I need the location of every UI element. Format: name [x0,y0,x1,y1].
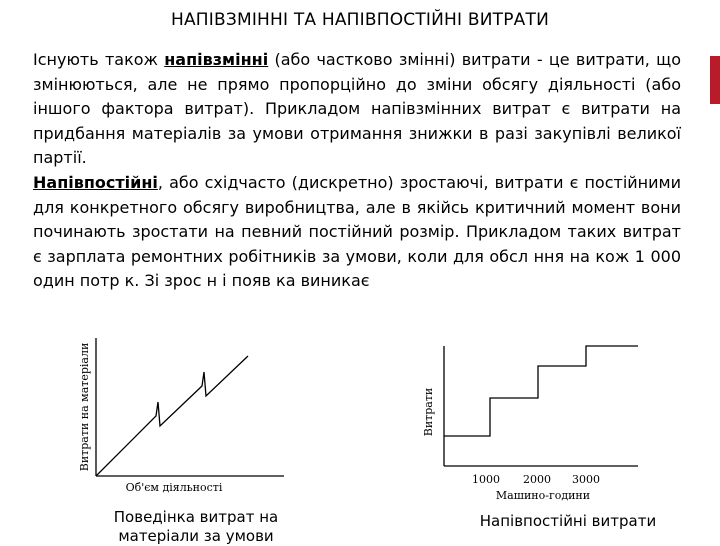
x-tick-3000: 3000 [572,473,600,486]
term-semifixed: Напівпостійні [33,172,158,192]
slide-title: НАПІВЗМІННІ ТА НАПІВПОСТІЙНІ ВИТРАТИ [170,10,550,30]
figure-material-costs [62,324,288,504]
left-x-axis-label: Об'єм діяльності [125,481,223,494]
semifixed-cost-steps [444,346,638,436]
figure-semifixed-costs [410,342,642,504]
material-cost-line [96,356,248,476]
body-text [33,48,681,294]
paragraph-semivariable [33,48,681,171]
right-x-axis-label: Машино-години [495,489,591,502]
paragraph-semifixed [33,171,681,294]
x-tick-2000: 2000 [523,473,551,486]
paragraph1-lead: Існують також [33,50,165,69]
slide-accent-bar [710,56,720,104]
caption-material-costs: Поведінка витрат на матеріали за умови [113,508,279,545]
caption-semifixed-costs: Напівпостійні витрати [479,512,657,530]
paragraph2-rest: , або східчасто (дискретно) зростаючі, витрати є постійними для конкретного обсягу виробництва, але в якійсь критичний момент вони починають зростати на певний постійний розмір. Прикладом таких витрат є зарплата ремонтних робітників за умови, коли для обсл ння на кож 1 000 один потр к. Зі зрос н і появ ка виникає [33,172,681,291]
x-tick-1000: 1000 [472,473,500,486]
material-cost-chart [62,324,288,504]
paragraph1-rest: (або частково змінні) витрати - це витрати, що змінюються, але не прямо пропорційно до зміни обсягу діяльності (або іншого фактора витрат). Прикладом напівзмінних витрат є витрати на придбання матеріалів за умови отримання знижки в разі закупівлі великої партії. [33,50,681,168]
left-y-axis-label: Витрати на матеріали [78,342,91,472]
semifixed-cost-chart [410,342,642,504]
right-y-axis-label: Витрати [422,387,435,437]
term-semivariable: напівзмінні [164,50,269,69]
